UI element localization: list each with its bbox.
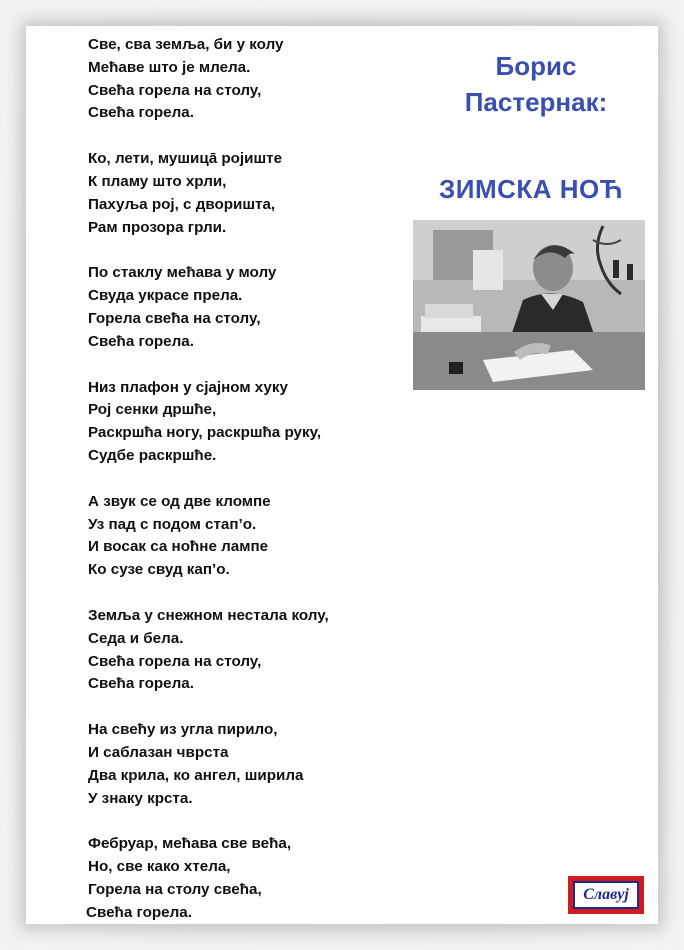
stanza-6 — [88, 605, 418, 696]
poem-line: У знаку крста. — [88, 789, 193, 807]
poem-line: Но, све како хтела, — [88, 858, 231, 876]
poem-line: Фебруар, мећава све већа, — [88, 835, 292, 853]
stanza-4 — [88, 377, 418, 468]
stanza-5 — [88, 491, 418, 582]
poem-line: Раскршћа ногу, раскршћа руку, — [88, 424, 322, 442]
author-first-name: Борис — [495, 51, 577, 81]
poem-line: На свећу из угла пирило, — [88, 721, 278, 739]
slavuj-logo-label: Славуј — [573, 881, 639, 909]
stanza-1 — [88, 34, 418, 125]
poem-line: Пахуља рој, с дворишта, — [88, 195, 276, 213]
stanza-3 — [88, 262, 418, 353]
stanza-2 — [88, 148, 418, 239]
poem-line: Све, сва земља, би у колу — [88, 36, 284, 53]
poem-line: Ко, лети, мушицā ројиште — [88, 150, 283, 168]
poem-body — [88, 34, 418, 925]
poem-line: Судбе раскршће. — [88, 446, 217, 464]
poem-line: Горела на столу свећа, — [88, 880, 262, 898]
poem-line: К пламу што хрли, — [88, 172, 227, 190]
poem-line: Рам прозора грли. — [88, 218, 227, 236]
poem-line: Свећа горела на столу, — [88, 81, 262, 99]
poem-line: Седа и бела. — [88, 629, 184, 647]
slavuj-logo — [568, 876, 644, 914]
poem-line: Свећа горела на столу, — [88, 652, 262, 670]
poem-line: Низ плафон у сјајном хуку — [88, 378, 288, 396]
portrait-illustration — [413, 220, 645, 390]
poem-line: И восак са ноћне лампе — [88, 538, 269, 556]
poem-line: Свећа горела. — [88, 332, 194, 350]
stanza-7 — [88, 719, 418, 810]
author-last-name: Пастернак: — [464, 87, 608, 117]
poem-line: Горела свећа на столу, — [88, 309, 261, 327]
poem-line: Свећа горела. — [86, 903, 192, 921]
poem-line: Свећа горела. — [88, 104, 194, 122]
poem-line: И саблазан чврста — [88, 743, 229, 761]
poem-line: Свуда украсе прела. — [88, 287, 243, 305]
poem-title: ЗИМСКА НОЋ — [438, 174, 624, 204]
poem-line: Свећа горела. — [88, 675, 194, 693]
poem-line: Мећаве што је млела. — [88, 58, 251, 76]
poem-line: Ко сузе свуд кап’о. — [88, 561, 230, 579]
poem-line: Рој сенки дршће, — [88, 401, 217, 419]
portrait-photo-icon — [413, 220, 645, 390]
author-heading — [430, 48, 642, 120]
poem-line: А звук се од две кломпе — [88, 492, 271, 510]
poem-line: Два крила, ко ангел, ширила — [88, 766, 304, 784]
stanza-8 — [88, 833, 418, 924]
poem-line: Уз пад с подом стап’о. — [88, 515, 257, 533]
poem-line: По стаклу мећава у молу — [88, 264, 277, 282]
poem-line: Земља у снежном нестала колу, — [88, 606, 329, 624]
